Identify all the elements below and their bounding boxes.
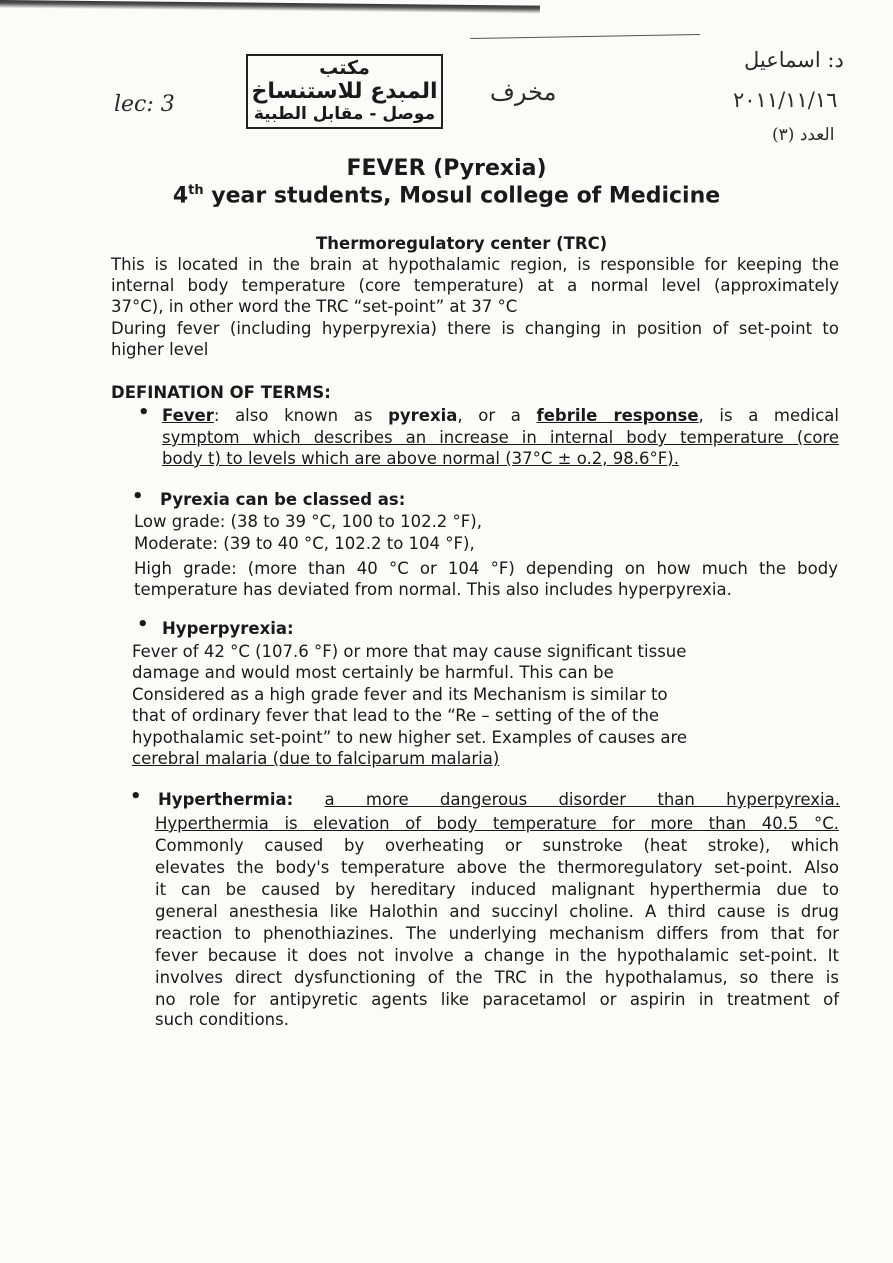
stamp-line-2: المبدع للاستنساخ: [251, 79, 438, 104]
hyperthermia-line: fever because it does not involve a change in the hypothalamic set-point. It: [155, 946, 839, 965]
hyperthermia-line: general anesthesia like Halothin and succinyl choline. A third cause is drug: [155, 902, 839, 921]
handwritten-mark: مخرف: [490, 78, 557, 106]
scan-artifact-top: [0, 0, 540, 14]
stamp-line-3: موصل - مقابل الطبية: [253, 104, 436, 124]
fever-definition-line: body t) to levels which are above normal (37°C ± o.2, 98.6°F).: [162, 449, 679, 468]
fever-text: , is a medical: [698, 406, 839, 425]
fever-definition-line: symptom which describes an increase in internal body temperature (core: [162, 428, 839, 447]
hyperthermia-line: involves direct dysfunctioning of the TRC in the hypothalamus, so there is: [155, 968, 839, 987]
copy-shop-stamp: [246, 54, 443, 129]
hyperthermia-line: reaction to phenothiazines. The underlying mechanism differs from that for: [155, 924, 839, 943]
hyperthermia-line: Hyperthermia is elevation of body temperature for more than 40.5 °C.: [155, 814, 839, 833]
pyrexia-term: pyrexia: [388, 406, 458, 425]
pyrexia-class-line: High grade: (more than 40 °C or 104 °F) depending on how much the body: [134, 559, 838, 578]
hyperpyrexia-line: cerebral malaria (due to falciparum malaria): [132, 749, 500, 768]
hyperpyrexia-line: damage and would most certainly be harmful. This can be: [132, 663, 614, 682]
page-subtitle: [0, 183, 893, 208]
scan-artifact-line: [470, 34, 700, 39]
hyperthermia-term: Hyperthermia:: [158, 790, 294, 809]
trc-line: During fever (including hyperpyrexia) there is changing in position of set-point to: [111, 319, 839, 338]
trc-line: internal body temperature (core temperature) at a normal level (approximately: [111, 276, 839, 295]
hyperpyrexia-line: that of ordinary fever that lead to the “Re – setting of the of the: [132, 706, 660, 725]
lecture-number: lec: 3: [114, 92, 175, 117]
hyperthermia-line: such conditions.: [155, 1010, 289, 1029]
hyperpyrexia-line: hypothalamic set-point” to new higher set. Examples of causes are: [132, 728, 688, 747]
handwritten-date: ٢٠١١/١١/١٦: [733, 88, 838, 112]
page-title: FEVER (Pyrexia): [346, 156, 547, 181]
handwritten-name: د: اسماعيل: [744, 48, 844, 72]
fever-definition-line: [162, 406, 839, 426]
subtitle-rest: year students, Mosul college of Medicine: [203, 183, 721, 209]
bullet: •: [137, 614, 149, 635]
hyperthermia-line: it can be caused by hereditary induced malignant hyperthermia due to: [155, 880, 839, 899]
subtitle-ordinal: 4: [172, 183, 189, 209]
hyperpyrexia-line: Fever of 42 °C (107.6 °F) or more that may cause significant tissue: [132, 642, 687, 661]
bullet: •: [138, 402, 150, 423]
febrile-term: febrile response: [536, 406, 699, 425]
bullet: •: [132, 486, 144, 507]
hyperthermia-line: [158, 790, 840, 810]
trc-line: higher level: [111, 340, 209, 359]
stamp-line-1: مكتب: [319, 57, 370, 79]
fever-term: Fever: [162, 406, 214, 425]
trc-line: This is located in the brain at hypothalamic region, is responsible for keeping the: [111, 255, 839, 274]
bullet: •: [130, 786, 142, 807]
hyperthermia-line: no role for antipyretic agents like paracetamol or aspirin in treatment of: [155, 990, 839, 1009]
hyperpyrexia-line: Considered as a high grade fever and its Mechanism is similar to: [132, 685, 668, 704]
trc-heading: Thermoregulatory center (TRC): [316, 234, 608, 253]
trc-line: 37°C), in other word the TRC “set-point” at 37 °C: [111, 297, 518, 316]
hyperthermia-line: elevates the body's temperature above the thermoregulatory set-point. Also: [155, 858, 839, 877]
pyrexia-class-line: temperature has deviated from normal. This also includes hyperpyrexia.: [134, 580, 732, 599]
pyrexia-class-line: Moderate: (39 to 40 °C, 102.2 to 104 °F),: [134, 534, 475, 553]
definitions-heading: DEFINATION OF TERMS:: [111, 383, 331, 402]
handwritten-number: العدد (٣): [772, 125, 835, 145]
hyperthermia-text: a more dangerous disorder than hyperpyrexia.: [324, 790, 840, 809]
hyperpyrexia-heading: Hyperpyrexia:: [162, 619, 294, 638]
fever-text: : also known as: [213, 406, 389, 425]
pyrexia-classes-heading: Pyrexia can be classed as:: [160, 490, 406, 509]
hyperthermia-line: Commonly caused by overheating or sunstroke (heat stroke), which: [155, 836, 839, 855]
subtitle-sup: th: [188, 183, 204, 198]
fever-text: , or a: [457, 406, 537, 425]
pyrexia-class-line: Low grade: (38 to 39 °C, 100 to 102.2 °F),: [134, 512, 482, 531]
